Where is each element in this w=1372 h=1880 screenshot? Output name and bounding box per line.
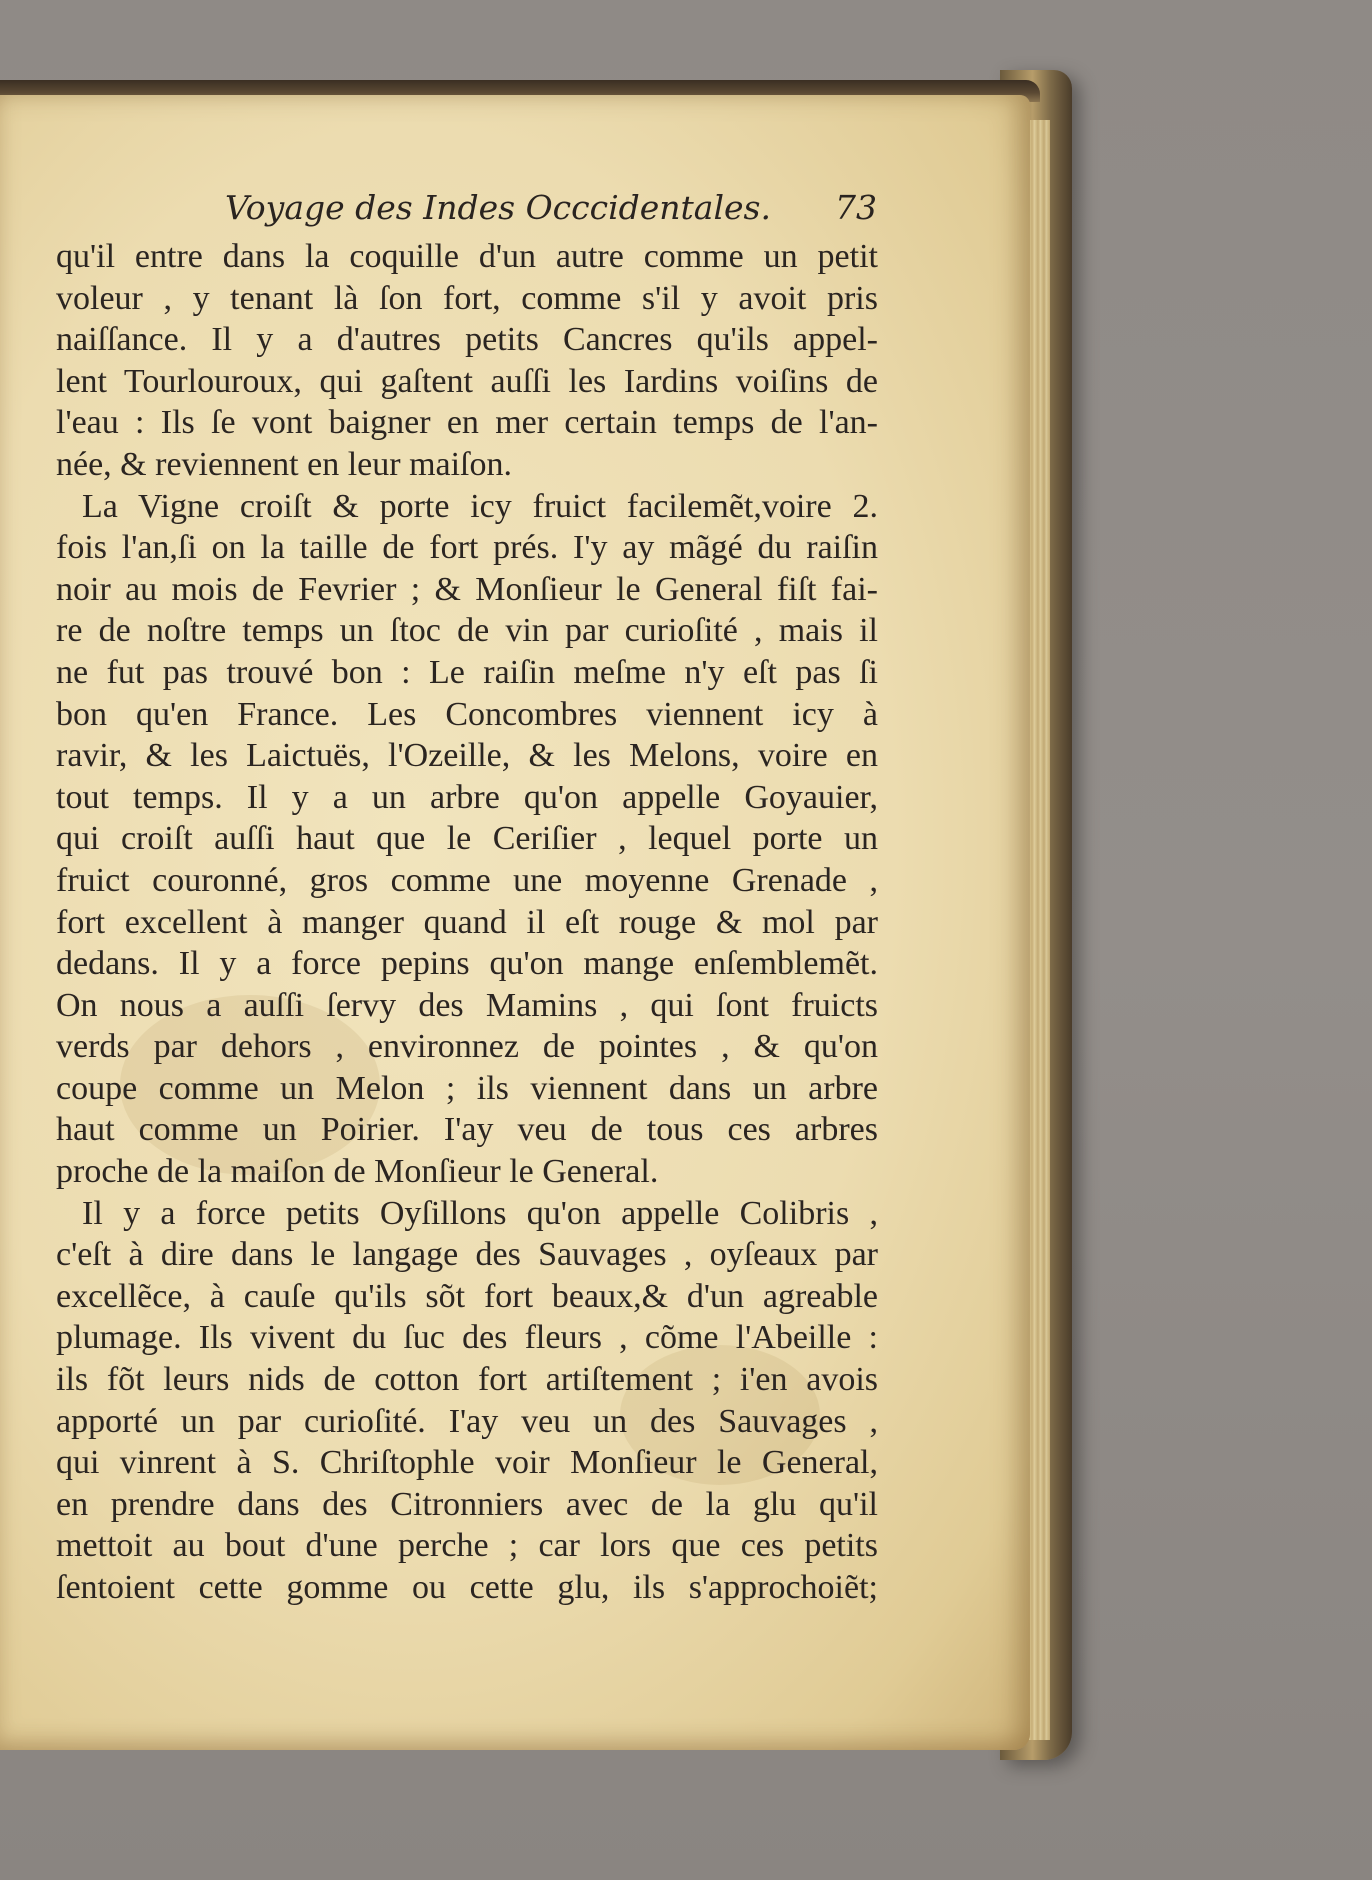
text-line: haut comme un Poirier. I'ay veu de tous ces arbres <box>56 1111 878 1149</box>
text-line: excellẽce, à cauſe qu'ils sõt fort beaux,& d'un agreable <box>56 1277 878 1315</box>
text-line: c'eſt à dire dans le langage des Sauvages , oyſeaux par <box>56 1236 878 1274</box>
text-line: lent Tourlouroux, qui gaſtent auſſi les Iardins voiſins de <box>56 362 878 400</box>
text-line: fruict couronné, gros comme une moyenne Grenade , <box>56 861 878 899</box>
text-line: l'eau : Ils ſe vont baigner en mer certain temps de l'an- <box>56 404 878 442</box>
page-number: 73 <box>835 188 877 227</box>
text-line: proche de la maiſon de Monſieur le General. <box>56 1153 659 1191</box>
text-line: ravir, & les Laictuës, l'Ozeille, & les Melons, voire en <box>56 737 878 775</box>
text-line: coupe comme un Melon ; ils viennent dans un arbre <box>56 1069 878 1107</box>
text-line: tout temps. Il y a un arbre qu'on appelle Goyauier, <box>56 778 878 816</box>
text-line: ils fõt leurs nids de cotton fort artiſtement ; i'en avois <box>56 1361 878 1399</box>
text-line: verds par dehors , environnez de pointes , & qu'on <box>56 1028 878 1066</box>
text-line: fort excellent à manger quand il eſt rouge & mol par <box>56 903 878 941</box>
text-line: apporté un par curioſité. I'ay veu un des Sauvages , <box>56 1402 878 1440</box>
body-text <box>56 236 878 1609</box>
text-line: La Vigne croiſt & porte icy fruict facilemẽt,voire 2. <box>82 487 878 525</box>
text-line: Il y a force petits Oyſillons qu'on appelle Colibris , <box>82 1194 878 1232</box>
text-line: naiſſance. Il y a d'autres petits Cancres qu'ils appel- <box>56 321 878 359</box>
text-line: qui vinrent à S. Chriſtophle voir Monſieur le General, <box>56 1444 878 1482</box>
text-line: ſentoient cette gomme ou cette glu, ils s'approchoiẽt; <box>56 1569 878 1606</box>
running-title: Voyage des Indes Occcidentales. <box>225 188 771 227</box>
text-line: voleur , y tenant là ſon fort, comme s'il y avoit pris <box>56 279 878 317</box>
text-line: née, & reviennent en leur maiſon. <box>56 445 512 483</box>
text-line: bon qu'en France. Les Concombres viennent icy à <box>56 695 878 733</box>
text-line: re de noſtre temps un ſtoc de vin par curioſité , mais il <box>56 612 878 650</box>
text-line: plumage. Ils vivent du ſuc des fleurs , cõme l'Abeille : <box>56 1319 878 1357</box>
text-line: On nous a auſſi ſervy des Mamins , qui ſont fruicts <box>56 986 878 1024</box>
text-line: qui croiſt auſſi haut que le Ceriſier , lequel porte un <box>56 820 878 858</box>
text-line: qu'il entre dans la coquille d'un autre comme un petit <box>56 238 878 275</box>
text-line: en prendre dans des Citronniers avec de la glu qu'il <box>56 1485 878 1523</box>
text-line: ne fut pas trouvé bon : Le raiſin meſme n'y eſt pas ſi <box>56 653 878 691</box>
text-line: dedans. Il y a force pepins qu'on mange enſemblemẽt. <box>56 945 878 983</box>
text-line: fois l'an,ſi on la taille de fort prés. I'y ay mãgé du raiſin <box>56 529 878 567</box>
text-line: mettoit au bout d'une perche ; car lors que ces petits <box>56 1527 878 1565</box>
text-line: noir au mois de Fevrier ; & Monſieur le General fiſt fai- <box>56 570 878 608</box>
running-head <box>225 188 885 238</box>
